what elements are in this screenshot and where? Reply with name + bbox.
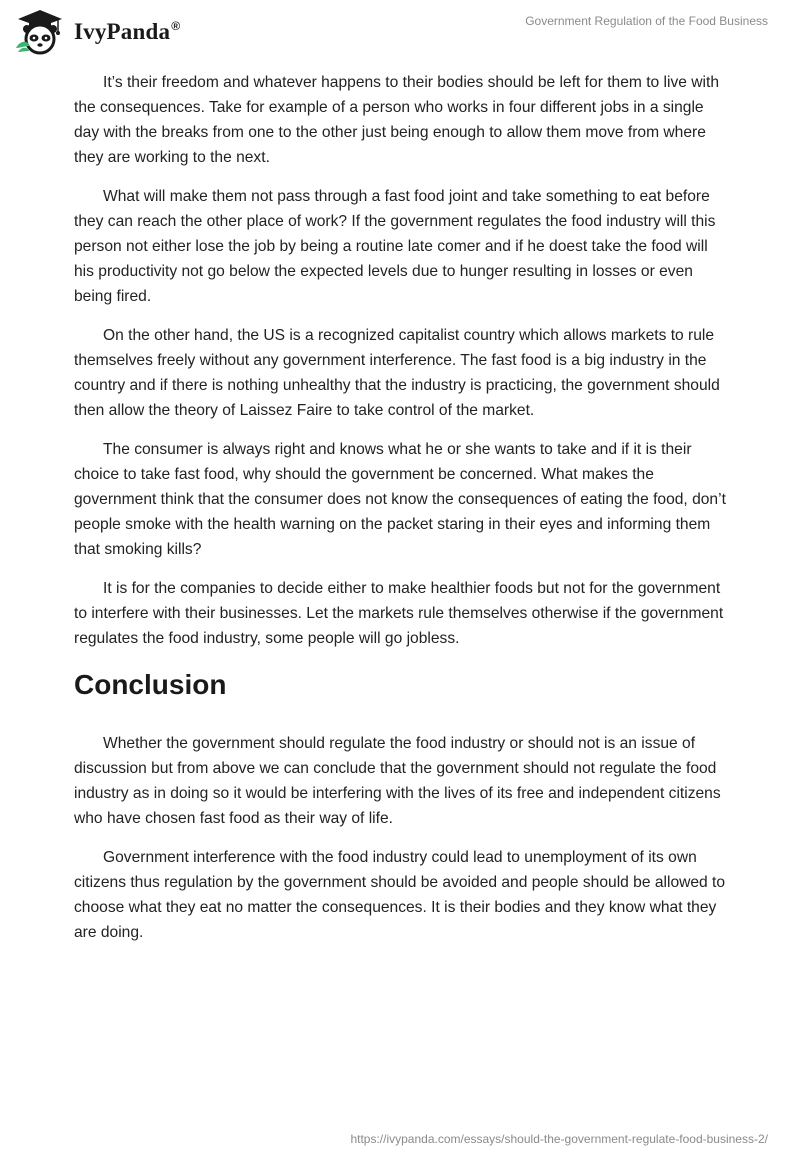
brand-name-text: IvyPanda xyxy=(74,19,171,44)
body-paragraph: The consumer is always right and knows what he or she wants to take and if it is their choice to take fast food, why should the government be concerned. What makes the government think that the consumer does not know the consequences of eating the food, don’t people smoke with the health warning on the packet staring in their eyes and informing them that smoking kills? xyxy=(74,441,726,558)
document-title: Government Regulation of the Food Business xyxy=(525,14,768,28)
body-paragraph: It is for the companies to decide either to make healthier foods but not for the government to interfere with their businesses. Let the markets rule themselves otherwise if the government regulates the food industry, some people will go jobless. xyxy=(74,580,724,647)
conclusion-heading: Conclusion xyxy=(74,669,227,700)
registered-mark: ® xyxy=(171,19,181,34)
page-header xyxy=(0,0,800,60)
body-paragraph: On the other hand, the US is a recognized capitalist country which allows markets to rule themselves freely without any government interference. The fast food is a big industry in the country and if there is nothing unhealthy that the industry is practicing, the government should then allow the theory of Laissez Faire to take control of the market. xyxy=(74,327,720,419)
essay-body xyxy=(74,70,730,959)
body-paragraph: It’s their freedom and whatever happens to their bodies should be left for them to live with the consequences. Take for example of a person who works in four different jobs in a single day with the breaks from one to the other just being enough to allow them move from where they are working to the next. xyxy=(74,74,720,166)
brand-name xyxy=(74,19,180,45)
panda-graduate-icon xyxy=(14,8,66,56)
source-url[interactable]: https://ivypanda.com/essays/should-the-government-regulate-food-business-2/ xyxy=(350,1132,768,1146)
body-paragraph: What will make them not pass through a fast food joint and take something to eat before they can reach the other place of work? If the government regulates the food industry will this person not either lose the job by being a routine late comer and if he doest take the food will his productivity not go below the expected levels due to hunger resulting in losses or even being fired. xyxy=(74,188,716,305)
conclusion-paragraph: Whether the government should regulate the food industry or should not is an issue of discussion but from above we can conclude that the government should not regulate the food industry as in doing so it would be interfering with the lives of its free and independent citizens who have chosen fast food as their way of life. xyxy=(74,735,721,827)
conclusion-paragraph: Government interference with the food industry could lead to unemployment of its own citizens thus regulation by the government should be avoided and people should be allowed to choose what they eat no matter the consequences. It is their bodies and they know what they are doing. xyxy=(74,849,726,941)
ivypanda-logo[interactable] xyxy=(14,8,180,56)
